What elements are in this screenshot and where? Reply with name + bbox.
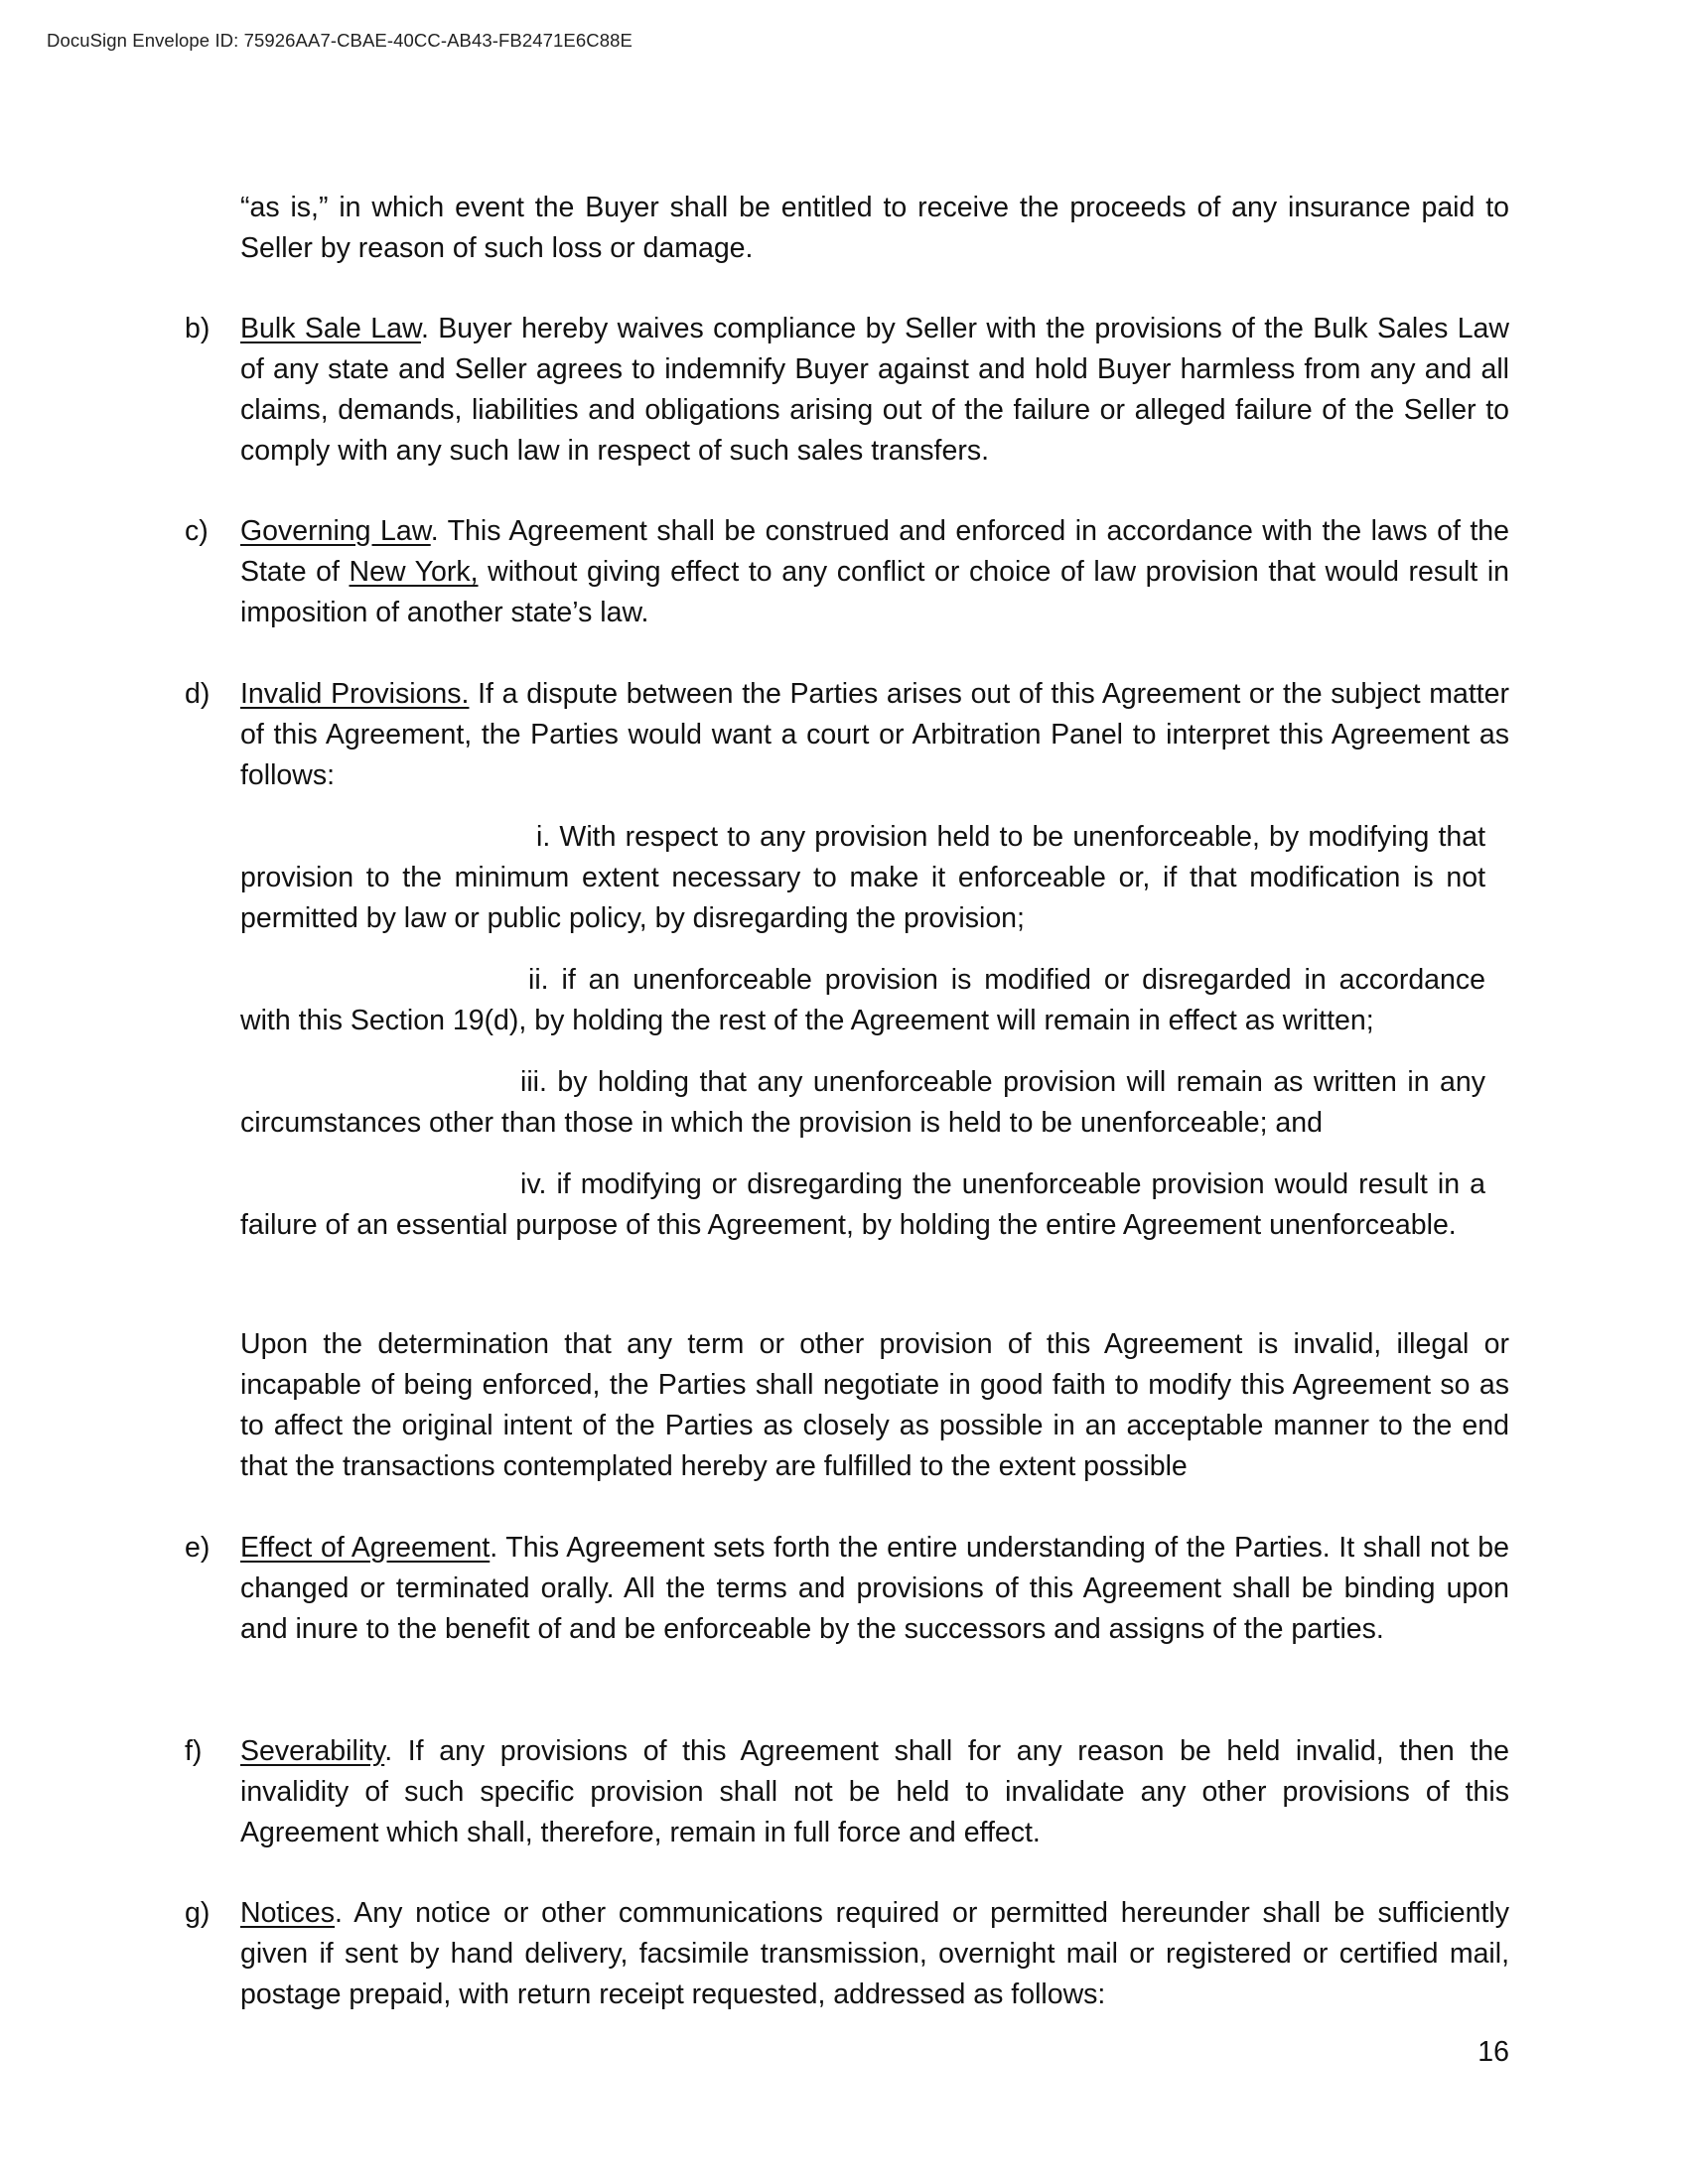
page-number: 16 [1477, 2036, 1509, 2068]
section-d-item-iv [240, 1164, 1485, 1246]
section-a-continuation: “as is,” in which event the Buyer shall be entitled to receive the proceeds of any insurance paid to Seller by reason of such loss or damage. [240, 192, 1509, 264]
section-d-item-i-label: i. [536, 821, 551, 853]
section-b-body: Buyer hereby waives compliance by Seller with the provisions of the Bulk Sales Law of any state and Seller agrees to indemnify Buyer against and hold Buyer harmless from any and all claims, demands, liabilities and obligations arising out of the failure or alleged failure of the Seller to comply with any such law in respect of such sales transfers. [240, 313, 1509, 467]
section-c-body-before: This Agreement shall be construed and enforced in accordance with the laws of the State of [240, 515, 1510, 588]
section-d-marker: d) [185, 678, 211, 710]
section-f-paragraph [240, 1731, 1509, 1853]
section-d-item-iii-label: iii. [520, 1066, 547, 1098]
section-c-body-after: without giving effect to any conflict or choice of law provision that would result in imposition of another state’s law. [240, 556, 1509, 628]
section-c-heading: Governing Law [240, 515, 431, 547]
section-c-heading-punct: . [430, 515, 439, 547]
section-f-heading-punct: . [384, 1735, 393, 1767]
section-f-heading: Severability [240, 1735, 385, 1767]
section-g-body: Any notice or other communications required or permitted hereunder shall be sufficiently given if sent by hand delivery, facsimile transmission, overnight mail or registered or certified mail, postage prepaid, with return receipt requested, addressed as follows: [240, 1897, 1509, 2010]
section-d-item-iv-label: iv. [520, 1168, 547, 1200]
section-d-closing: Upon the determination that any term or other provision of this Agreement is invalid, illegal or incapable of being enforced, the Parties shall negotiate in good faith to modify this Agreement so as to affect the original intent of the Parties as closely as possible in an acceptable manner to the end that the transactions contemplated hereby are fulfilled to the extent possible [240, 1328, 1509, 1482]
section-e-body: This Agreement sets forth the entire understanding of the Parties. It shall not be changed or terminated orally. All the terms and provisions of this Agreement shall be binding upon and inure to the benefit of and be enforceable by the successors and assigns of the parties. [240, 1532, 1509, 1645]
section-d-body: If a dispute between the Parties arises out of this Agreement or the subject matter of this Agreement, the Parties would want a court or Arbitration Panel to interpret this Agreement as follows: [240, 678, 1509, 791]
section-d-item-ii-text: if an unenforceable provision is modified or disregarded in accordance with this Section 19(d), by holding the rest of the Agreement will remain in effect as written; [240, 964, 1485, 1036]
section-e-paragraph [240, 1528, 1509, 1650]
section-b-heading: Bulk Sale Law [240, 313, 421, 344]
section-c-marker: c) [185, 515, 209, 547]
section-d-item-i [240, 817, 1485, 939]
section-f-marker: f) [185, 1735, 203, 1767]
section-d-item-iii [240, 1062, 1485, 1144]
section-g-heading-punct: . [335, 1897, 343, 1929]
section-e-heading-punct: . [490, 1532, 498, 1564]
section-g-marker: g) [185, 1897, 211, 1929]
section-e-heading: Effect of Agreement [240, 1532, 491, 1564]
section-e-marker: e) [185, 1532, 211, 1564]
section-d-item-iii-text: by holding that any unenforceable provision will remain as written in any circumstances other than those in which the provision is held to be unenforceable; and [240, 1066, 1485, 1139]
section-d-heading: Invalid Provisions. [240, 678, 470, 710]
section-b-heading-punct: . [420, 313, 429, 344]
section-g-heading: Notices [240, 1897, 336, 1929]
section-c-paragraph [240, 511, 1509, 633]
section-d-item-ii [240, 960, 1485, 1041]
section-d-item-ii-label: ii. [528, 964, 549, 996]
section-f-body: If any provisions of this Agreement shall for any reason be held invalid, then the invalidity of such specific provision shall not be held to invalidate any other provisions of this Agreement which shall, therefore, remain in full force and effect. [240, 1735, 1509, 1848]
section-d-paragraph [240, 674, 1509, 796]
section-d-item-i-text: With respect to any provision held to be unenforceable, by modifying that provision to the minimum extent necessary to make it enforceable or, if that modification is not permitted by law or public policy, by disregarding the provision; [240, 821, 1485, 934]
section-b-marker: b) [185, 313, 211, 344]
docusign-envelope-id: DocuSign Envelope ID: 75926AA7-CBAE-40CC-AB43-FB2471E6C88E [47, 30, 633, 51]
section-c-state: New York, [349, 556, 479, 588]
section-d-item-iv-text: if modifying or disregarding the unenforceable provision would result in a failure of an essential purpose of this Agreement, by holding the entire Agreement unenforceable. [240, 1168, 1485, 1241]
section-b-paragraph [240, 309, 1509, 472]
section-g-paragraph [240, 1893, 1509, 2015]
